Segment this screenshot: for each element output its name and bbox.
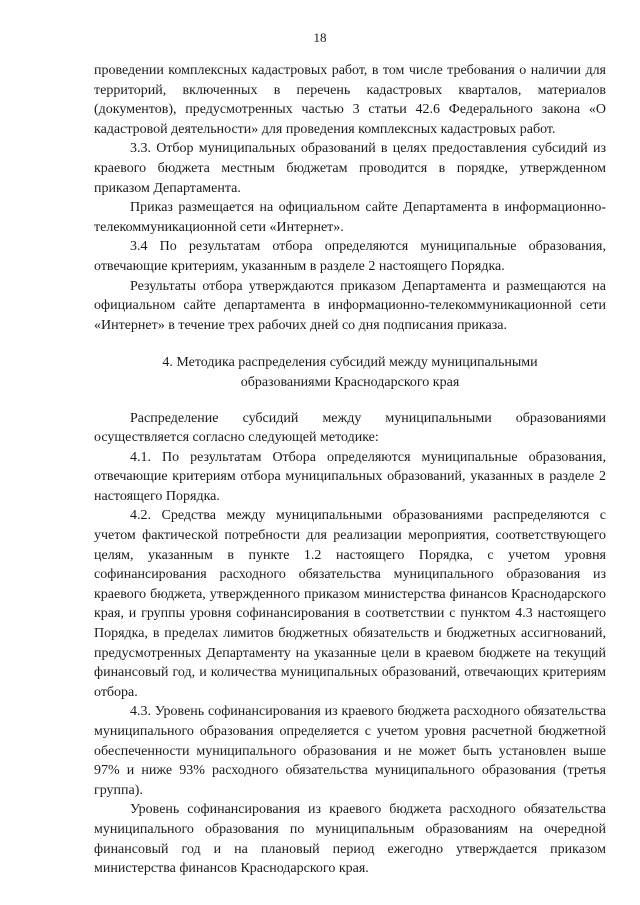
paragraph-distribution-intro: Распределение субсидий между муниципальными образованиями осуществляется согласно следующей методике: (94, 410, 606, 446)
paragraph-order-published: Приказ размещается на официальном сайте Департамента в информационно-телекоммуникационной сети «Интернет». (94, 200, 606, 235)
paragraph-continuation: проведении комплексных кадастровых работ, в том числе требования о наличии для территорий, включенных в перечень кадастровых кварталов, материалов (документов), предусмотренных частью 3 статьи 42.6 Федерального закона «О кадастровой деятельности» для проведения комплексных кадастровых работ. (94, 63, 606, 137)
paragraph-4-1: 4.1. По результатам Отбора определяются муниципальные образования, отвечающие критериям отбора муниципальных образований, указанных в разделе 2 настоящего Порядка. (94, 449, 606, 504)
paragraph-4-3: 4.3. Уровень софинансирования из краевого бюджета расходного обязательства муниципального образования определяется с учетом уровня расчетной бюджетной обеспеченности муниципального образования и не может быть установлен выше 97% и ниже 93% расходного обязательства муниципального образования (третья группа). (94, 704, 606, 798)
paragraph-3-3: 3.3. Отбор муниципальных образований в целях предоставления субсидий из краевого бюджета местным бюджетам проводится в порядке, утвержденном приказом Департамента. (94, 141, 606, 196)
document-body (94, 61, 606, 879)
paragraph-4-2: 4.2. Средства между муниципальными образованиями распределяются с учетом фактической потребности для реализации мероприятия, соответствующего целям, указанным в пункте 1.2 настоящего Порядка, с учетом уровня софинансирования расходного обязательства муниципального образования из краевого бюджета, утвержденного приказом министерства финансов Краснодарского края, и группы уровня софинансирования в соответствии с пунктом 4.3 настоящего Порядка, в пределах лимитов бюджетных обязательств и бюджетных ассигнований, предусмотренных Департаменту на указанные цели в краевом бюджете на текущий финансовый год, и количества муниципальных образований, отвечающих критериям отбора. (94, 508, 606, 700)
paragraph-cofinancing-level: Уровень софинансирования из краевого бюджета расходного обязательства муниципального образования по муниципальным образованиям на очередной финансовый год и на плановый период ежегодно утверждается приказом министерства финансов Краснодарского края. (94, 802, 606, 877)
page-number: 18 (313, 30, 327, 45)
heading-line-1: 4. Методика распределения субсидий между муниципальными (162, 355, 538, 371)
heading-line-2: образованиями Краснодарского края (240, 374, 460, 390)
paragraph-selection-results: Результаты отбора утверждаются приказом Департамента и размещаются на официальном сайте департамента в информационно-телекоммуникационной сети «Интернет» в течение трех рабочих дней со дня подписания приказа. (94, 278, 606, 333)
paragraph-3-4: 3.4 По результатам отбора определяются муниципальные образования, отвечающие критериям, указанным в разделе 2 настоящего Порядка. (94, 239, 606, 274)
section-4-heading (94, 353, 606, 392)
